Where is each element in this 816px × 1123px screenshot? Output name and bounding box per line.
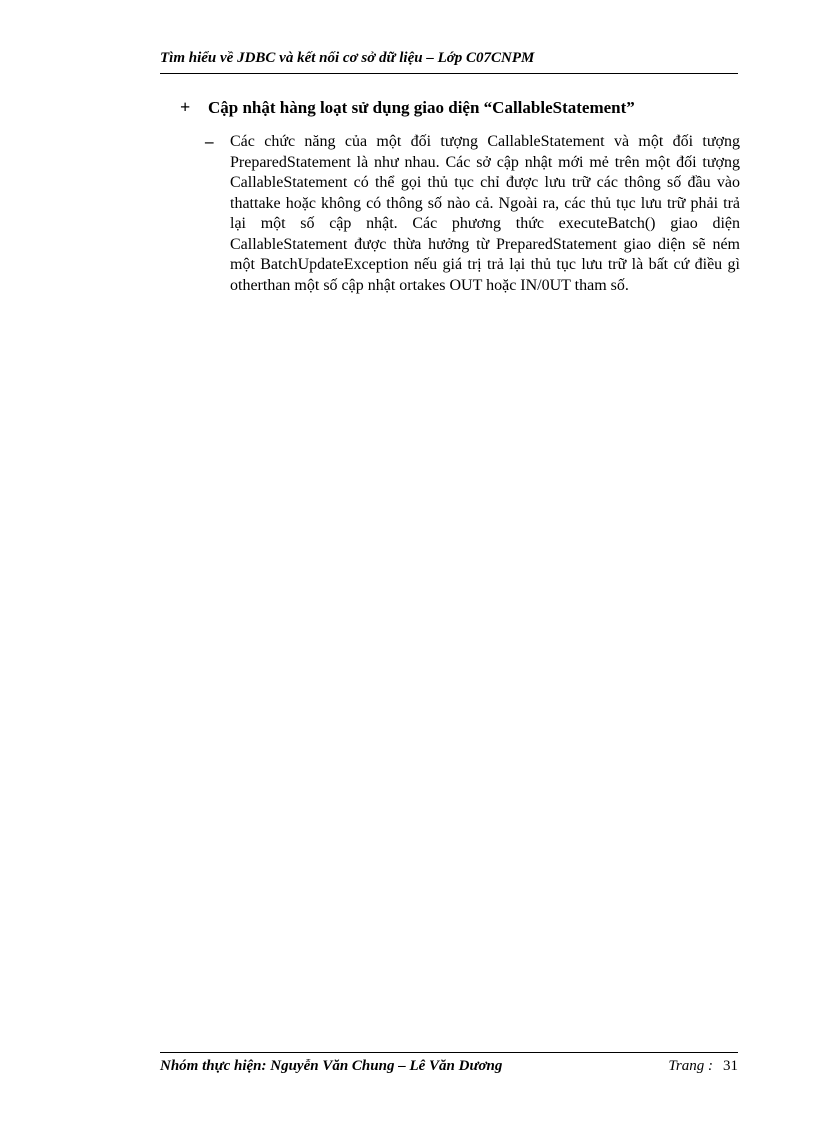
list-item	[205, 132, 740, 296]
plus-bullet-icon: +	[180, 97, 191, 117]
section-heading	[180, 97, 740, 118]
footer-page-info	[668, 1058, 738, 1075]
body-paragraph: Các chức năng của một đối tượng CallableStatement và một đối tượng PreparedStatement là như nhau. Các sở cập nhật mới mẻ trên một đối tượng CallableStatement có thể gọi thủ tục chỉ được lưu trữ các thông số đầu vào thattake hoặc không có thông số nào cả. Ngoài ra, các thủ tục lưu trữ phải trả lại một số cập nhật. Các phương thức executeBatch() giao diện CallableStatement được thừa hưởng từ PreparedStatement giao diện sẽ ném một BatchUpdateException nếu giá trị trả lại thủ tục lưu trữ là bất cứ điều gì otherthan một số cập nhật ortakes OUT hoặc IN/0UT tham số.	[230, 133, 740, 294]
header-divider	[160, 73, 738, 74]
page-number: 31	[723, 1058, 738, 1074]
dash-bullet-icon: –	[205, 132, 214, 151]
footer-divider	[160, 1052, 738, 1053]
footer-authors: Nhóm thực hiện: Nguyễn Văn Chung – Lê Văn Dương	[160, 1058, 503, 1074]
page-label: Trang :	[668, 1058, 713, 1074]
page-header-title: Tìm hiểu về JDBC và kết nối cơ sở dữ liệu – Lớp C07CNPM	[160, 50, 535, 66]
section-title: Cập nhật hàng loạt sử dụng giao diện “CallableStatement”	[208, 98, 635, 117]
